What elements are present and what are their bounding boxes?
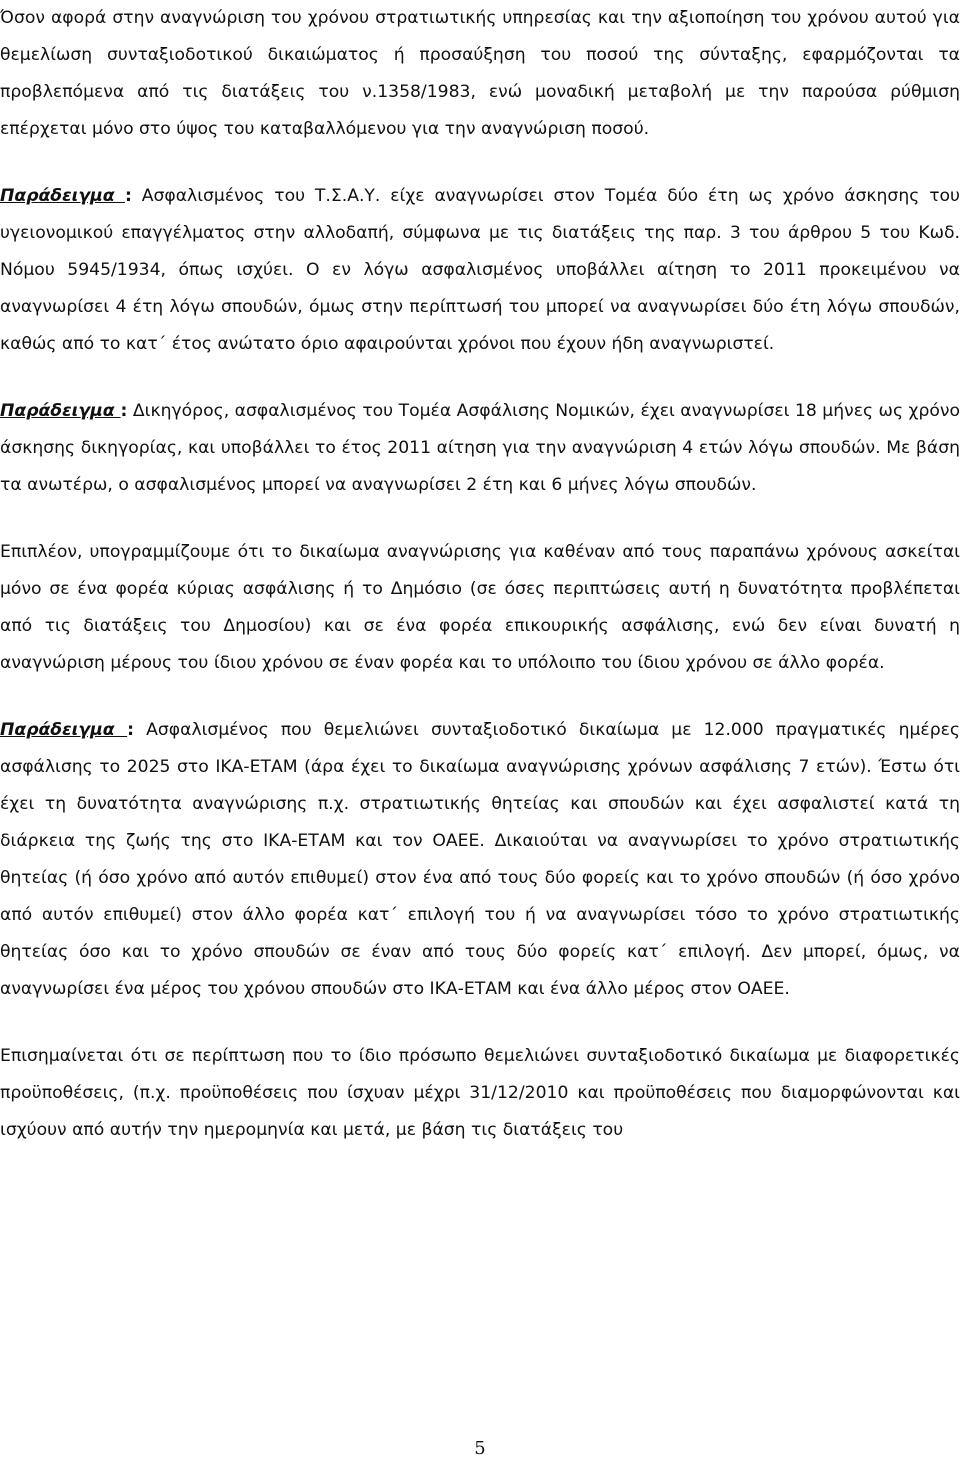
paragraph-different-conditions: [0, 1038, 960, 1149]
paragraph-example-ika-oaee: [0, 712, 960, 1008]
paragraph-example-tsay: [0, 178, 960, 363]
paragraph-text: Δικηγόρος, ασφαλισμένος του Τομέα Ασφάλισης Νομικών, έχει αναγνωρίσει 18 μήνες ως χρόνο άσκησης δικηγορίας, και υποβάλλει το έτος 2011 αίτηση για την αναγνώριση 4 ετών λόγω σπουδών. Με βάση τα ανωτέρω, ο ασφαλισμένος μπορεί να αναγνωρίσει 2 έτη και 6 μήνες λόγω σπουδών.: [0, 401, 960, 495]
example-label: Παράδειγμα: [0, 720, 128, 740]
paragraph-text: Επιπλέον, υπογραμμίζουμε ότι το δικαίωμα αναγνώρισης για καθέναν από τους παραπάνω χρόνους ασκείται μόνο σε ένα φορέα κύριας ασφάλισης ή το Δημόσιο (σε όσες περιπτώσεις αυτή η δυνατότητα προβλέπεται από τις διατάξεις του Δημοσίου) και σε ένα φορέα επικουρικής ασφάλισης, ενώ δεν είναι δυνατή η αναγνώριση μέρους του ίδιου χρόνου σε έναν φορέα και το υπόλοιπο του ίδιου χρόνου σε άλλο φορέα.: [0, 542, 960, 673]
example-colon: :: [120, 401, 128, 421]
paragraph-example-lawyer: [0, 393, 960, 504]
page-number: 5: [474, 1438, 486, 1459]
example-colon: :: [127, 720, 135, 740]
paragraph-text: Ασφαλισμένος που θεμελιώνει συνταξιοδοτικό δικαίωμα με 12.000 πραγματικές ημέρες ασφάλισης το 2025 στο ΙΚΑ-ΕΤΑΜ (άρα έχει το δικαίωμα αναγνώρισης χρόνων ασφάλισης 7 ετών). Έστω ότι έχει τη δυνατότητα αναγνώρισης π.χ. στρατιωτικής θητείας και σπουδών και έχει ασφαλιστεί κατά τη διάρκεια της ζωής της στο ΙΚΑ-ΕΤΑΜ και τον ΟΑΕΕ. Δικαιούται να αναγνωρίσει το χρόνο στρατιωτικής θητείας (ή όσο χρόνο από αυτόν επιθυμεί) στον ένα από τους δύο φορείς και το χρόνο σπουδών (ή όσο χρόνο από αυτόν επιθυμεί) στον άλλο φορέα κατ΄ επιλογή του ή να αναγνωρίσει τόσο το χρόνο στρατιωτικής θητείας όσο και το χρόνο σπουδών σε έναν από τους δύο φορείς κατ΄ επιλογή. Δεν μπορεί, όμως, να αναγνωρίσει ένα μέρος του χρόνου σπουδών στο ΙΚΑ-ΕΤΑΜ και ένα άλλο μέρος στον ΟΑΕΕ.: [0, 720, 960, 999]
example-label: Παράδειγμα: [0, 186, 125, 206]
paragraph-text: Όσον αφορά στην αναγνώριση του χρόνου στρατιωτικής υπηρεσίας και την αξιοποίηση του χρόνου αυτού για θεμελίωση συνταξιοδοτικού δικαιώματος ή προσαύξηση του ποσού της σύνταξης, εφαρμόζονται τα προβλεπόμενα από τις διατάξεις του ν.1358/1983, ενώ μοναδική μεταβολή με την παρούσα ρύθμιση επέρχεται μόνο στο ύψος του καταβαλλόμενου για την αναγνώριση ποσού.: [0, 8, 960, 139]
example-colon: :: [124, 186, 132, 206]
paragraph-text: Ασφαλισμένος του Τ.Σ.Α.Υ. είχε αναγνωρίσει στον Τομέα δύο έτη ως χρόνο άσκησης του υγειονομικού επαγγέλματος στην αλλοδαπή, σύμφωνα με τις διατάξεις της παρ. 3 του άρθρου 5 του Κωδ. Νόμου 5945/1934, όπως ισχύει. Ο εν λόγω ασφαλισμένος υποβάλλει αίτηση το 2011 προκειμένου να αναγνωρίσει 4 έτη λόγω σπουδών, όμως στην περίπτωσή του μπορεί να αναγνωρίσει δύο έτη λόγω σπουδών, καθώς από το κατ΄ έτος ανώτατο όριο αφαιρούνται χρόνοι που έχουν ήδη αναγνωριστεί.: [0, 186, 960, 354]
paragraph-military-service: [0, 0, 960, 148]
paragraph-text: Επισημαίνεται ότι σε περίπτωση που το ίδιο πρόσωπο θεμελιώνει συνταξιοδοτικό δικαίωμα με διαφορετικές προϋποθέσεις, (π.χ. προϋποθέσεις που ίσχυαν μέχρι 31/12/2010 και προϋποθέσεις που διαμορφώνονται και ισχύουν από αυτήν την ημερομηνία και μετά, με βάση τις διατάξεις του: [0, 1046, 960, 1140]
example-label: Παράδειγμα: [0, 401, 121, 421]
paragraph-recognition-right: [0, 534, 960, 682]
